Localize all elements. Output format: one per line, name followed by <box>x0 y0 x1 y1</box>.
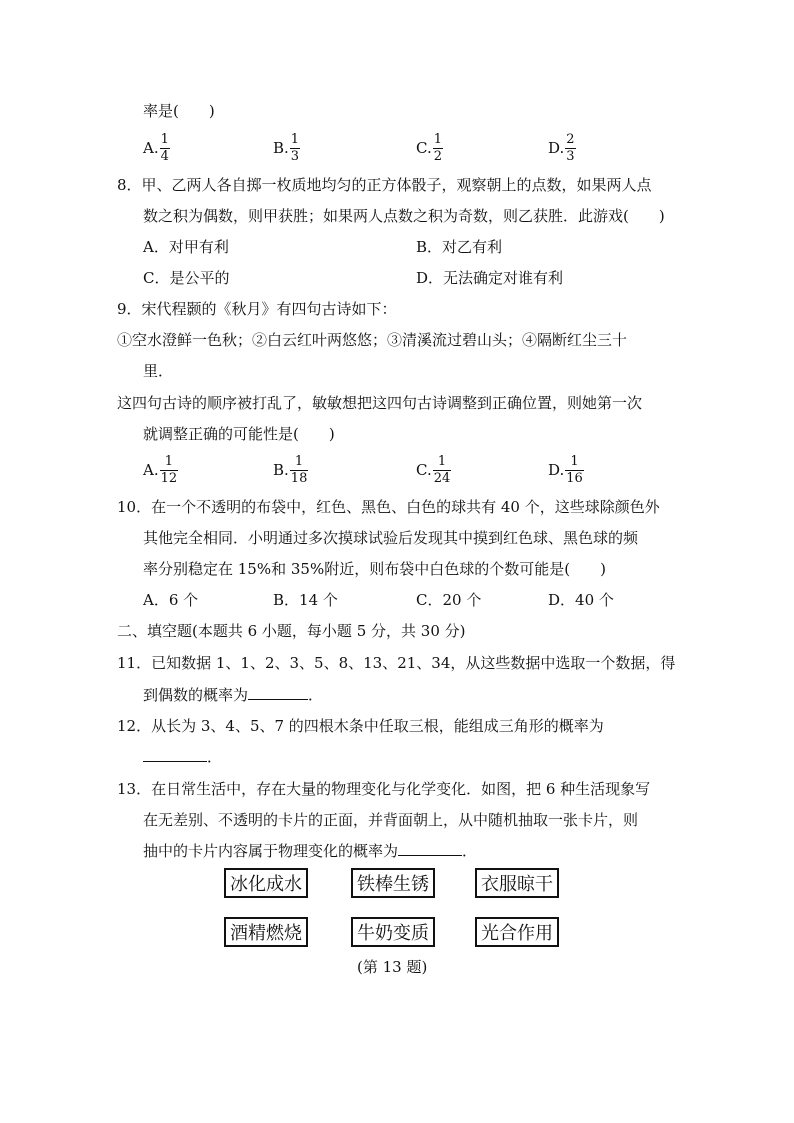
fraction-denominator: 3 <box>290 148 300 164</box>
fraction-numerator: 1 <box>290 131 300 147</box>
fraction-denominator: 24 <box>433 470 451 486</box>
q9-option-a-letter: A. <box>143 461 159 479</box>
q11-answer-blank[interactable] <box>248 685 308 700</box>
q9-option-c-letter: C. <box>416 461 432 479</box>
q7-option-a-fraction <box>160 132 170 165</box>
fraction-denominator: 4 <box>160 148 169 164</box>
fraction-numerator: 2 <box>566 131 575 147</box>
card-ice-melting: 冰化成水 <box>224 868 308 898</box>
q9-option-c-fraction <box>433 454 452 487</box>
q12-stem-line2 <box>143 747 222 767</box>
fraction-numerator: 1 <box>160 131 169 147</box>
q9-option-c <box>416 450 451 490</box>
q9-option-b <box>273 450 308 490</box>
q12-stem-end: ． <box>207 748 223 766</box>
q10-stem-line3: 率分别稳定在 15%和 35%附近，则布袋中白色球的个数可能是( ) <box>143 560 606 578</box>
q9-option-d-letter: D. <box>548 461 565 479</box>
q7-option-d-fraction <box>565 132 575 165</box>
q7-option-b-letter: B. <box>273 139 289 157</box>
fraction-denominator: 3 <box>566 148 575 164</box>
q9-option-b-fraction <box>290 454 309 487</box>
fraction-denominator: 2 <box>433 148 442 164</box>
q10-option-d: D．40 个 <box>548 591 614 609</box>
card-milk-spoiling: 牛奶变质 <box>351 917 435 947</box>
q13-answer-blank[interactable] <box>398 841 462 856</box>
q7-option-c <box>416 128 443 168</box>
q8-option-b: B．对乙有利 <box>416 238 503 256</box>
card-iron-rusting: 铁棒生锈 <box>351 868 435 898</box>
q10-stem-line2: 其他完全相同．小明通过多次摸球试验后发现其中摸到红色球、黑色球的频 <box>143 529 639 547</box>
q8-option-d: D．无法确定对谁有利 <box>416 269 564 287</box>
fraction-numerator: 1 <box>565 454 584 471</box>
q7-stem-continuation: 率是( ) <box>143 102 215 120</box>
figure-caption: (第 13 题) <box>357 958 428 976</box>
fraction-numerator: 1 <box>433 131 442 147</box>
q9-option-b-letter: B. <box>273 461 289 479</box>
fraction-denominator: 16 <box>566 470 583 486</box>
q11-stem-end: ． <box>308 686 324 704</box>
q9-option-d <box>548 450 584 490</box>
fraction-denominator: 12 <box>160 470 178 486</box>
card-clothes-drying: 衣服晾干 <box>475 868 559 898</box>
q7-option-d-letter: D. <box>548 139 565 157</box>
q7-option-c-letter: C. <box>416 139 432 157</box>
card-alcohol-burning: 酒精燃烧 <box>224 917 308 947</box>
q10-option-c: C．20 个 <box>416 591 482 609</box>
q13-stem-line3 <box>143 841 477 861</box>
q9-poem-line: ①空水澄鲜一色秋；②白云红叶两悠悠；③清溪流过碧山头；④隔断红尘三十 <box>117 331 628 349</box>
q12-answer-blank[interactable] <box>143 747 207 762</box>
q7-option-b-fraction <box>290 132 300 165</box>
fraction-numerator: 1 <box>160 454 179 471</box>
q11-stem-line2 <box>143 685 323 705</box>
q9-stem-line5: 就调整正确的可能性是( ) <box>143 425 335 443</box>
q13-stem-line1: 13．在日常生活中，存在大量的物理变化与化学变化．如图，把 6 种生活现象写 <box>117 780 651 798</box>
q8-stem-line2: 数之积为偶数，则甲获胜；如果两人点数之积为奇数，则乙获胜．此游戏( ) <box>143 207 665 225</box>
q8-option-a: A．对甲有利 <box>143 238 229 256</box>
q10-stem-line1: 10．在一个不透明的布袋中，红色、黑色、白色的球共有 40 个，这些球除颜色外 <box>117 498 660 516</box>
q8-option-c: C．是公平的 <box>143 269 230 287</box>
q11-stem-text: 到偶数的概率为 <box>143 686 249 704</box>
q7-option-d <box>548 128 576 168</box>
q9-option-d-fraction <box>565 454 584 487</box>
q9-option-a-fraction <box>160 454 179 487</box>
q13-stem-line2: 在无差别、不透明的卡片的正面，并背面朝上，从中随机抽取一张卡片，则 <box>143 811 639 829</box>
q9-poem-line-end: 里． <box>143 362 174 380</box>
q7-option-a-letter: A. <box>143 139 159 157</box>
section-heading-fill-in: 二、填空题(本题共 6 小题，每小题 5 分，共 30 分) <box>117 622 466 640</box>
q7-option-a <box>143 128 170 168</box>
q9-option-a <box>143 450 178 490</box>
q13-stem-end: ． <box>462 842 478 860</box>
fraction-denominator: 18 <box>290 470 308 486</box>
q12-stem-line1: 12．从长为 3、4、5、7 的四根木条中任取三根，能组成三角形的概率为 <box>117 717 604 735</box>
q10-option-b: B．14 个 <box>273 591 338 609</box>
q13-stem-text: 抽中的卡片内容属于物理变化的概率为 <box>143 842 399 860</box>
fraction-numerator: 1 <box>433 454 452 471</box>
card-photosynthesis: 光合作用 <box>475 917 559 947</box>
q8-stem-line1: 8．甲、乙两人各自掷一枚质地均匀的正方体骰子，观察朝上的点数，如果两人点 <box>117 176 652 194</box>
fraction-numerator: 1 <box>290 454 309 471</box>
q11-stem-line1: 11．已知数据 1、1、2、3、5、8、13、21、34，从这些数据中选取一个数据，得 <box>117 654 676 672</box>
q9-stem-line1: 9．宋代程颢的《秋月》有四句古诗如下： <box>117 300 397 318</box>
q9-stem-line4: 这四句古诗的顺序被打乱了，敏敏想把这四句古诗调整到正确位置，则她第一次 <box>117 394 643 412</box>
q7-option-b <box>273 128 300 168</box>
q7-option-c-fraction <box>433 132 443 165</box>
q10-option-a: A．6 个 <box>143 591 199 609</box>
